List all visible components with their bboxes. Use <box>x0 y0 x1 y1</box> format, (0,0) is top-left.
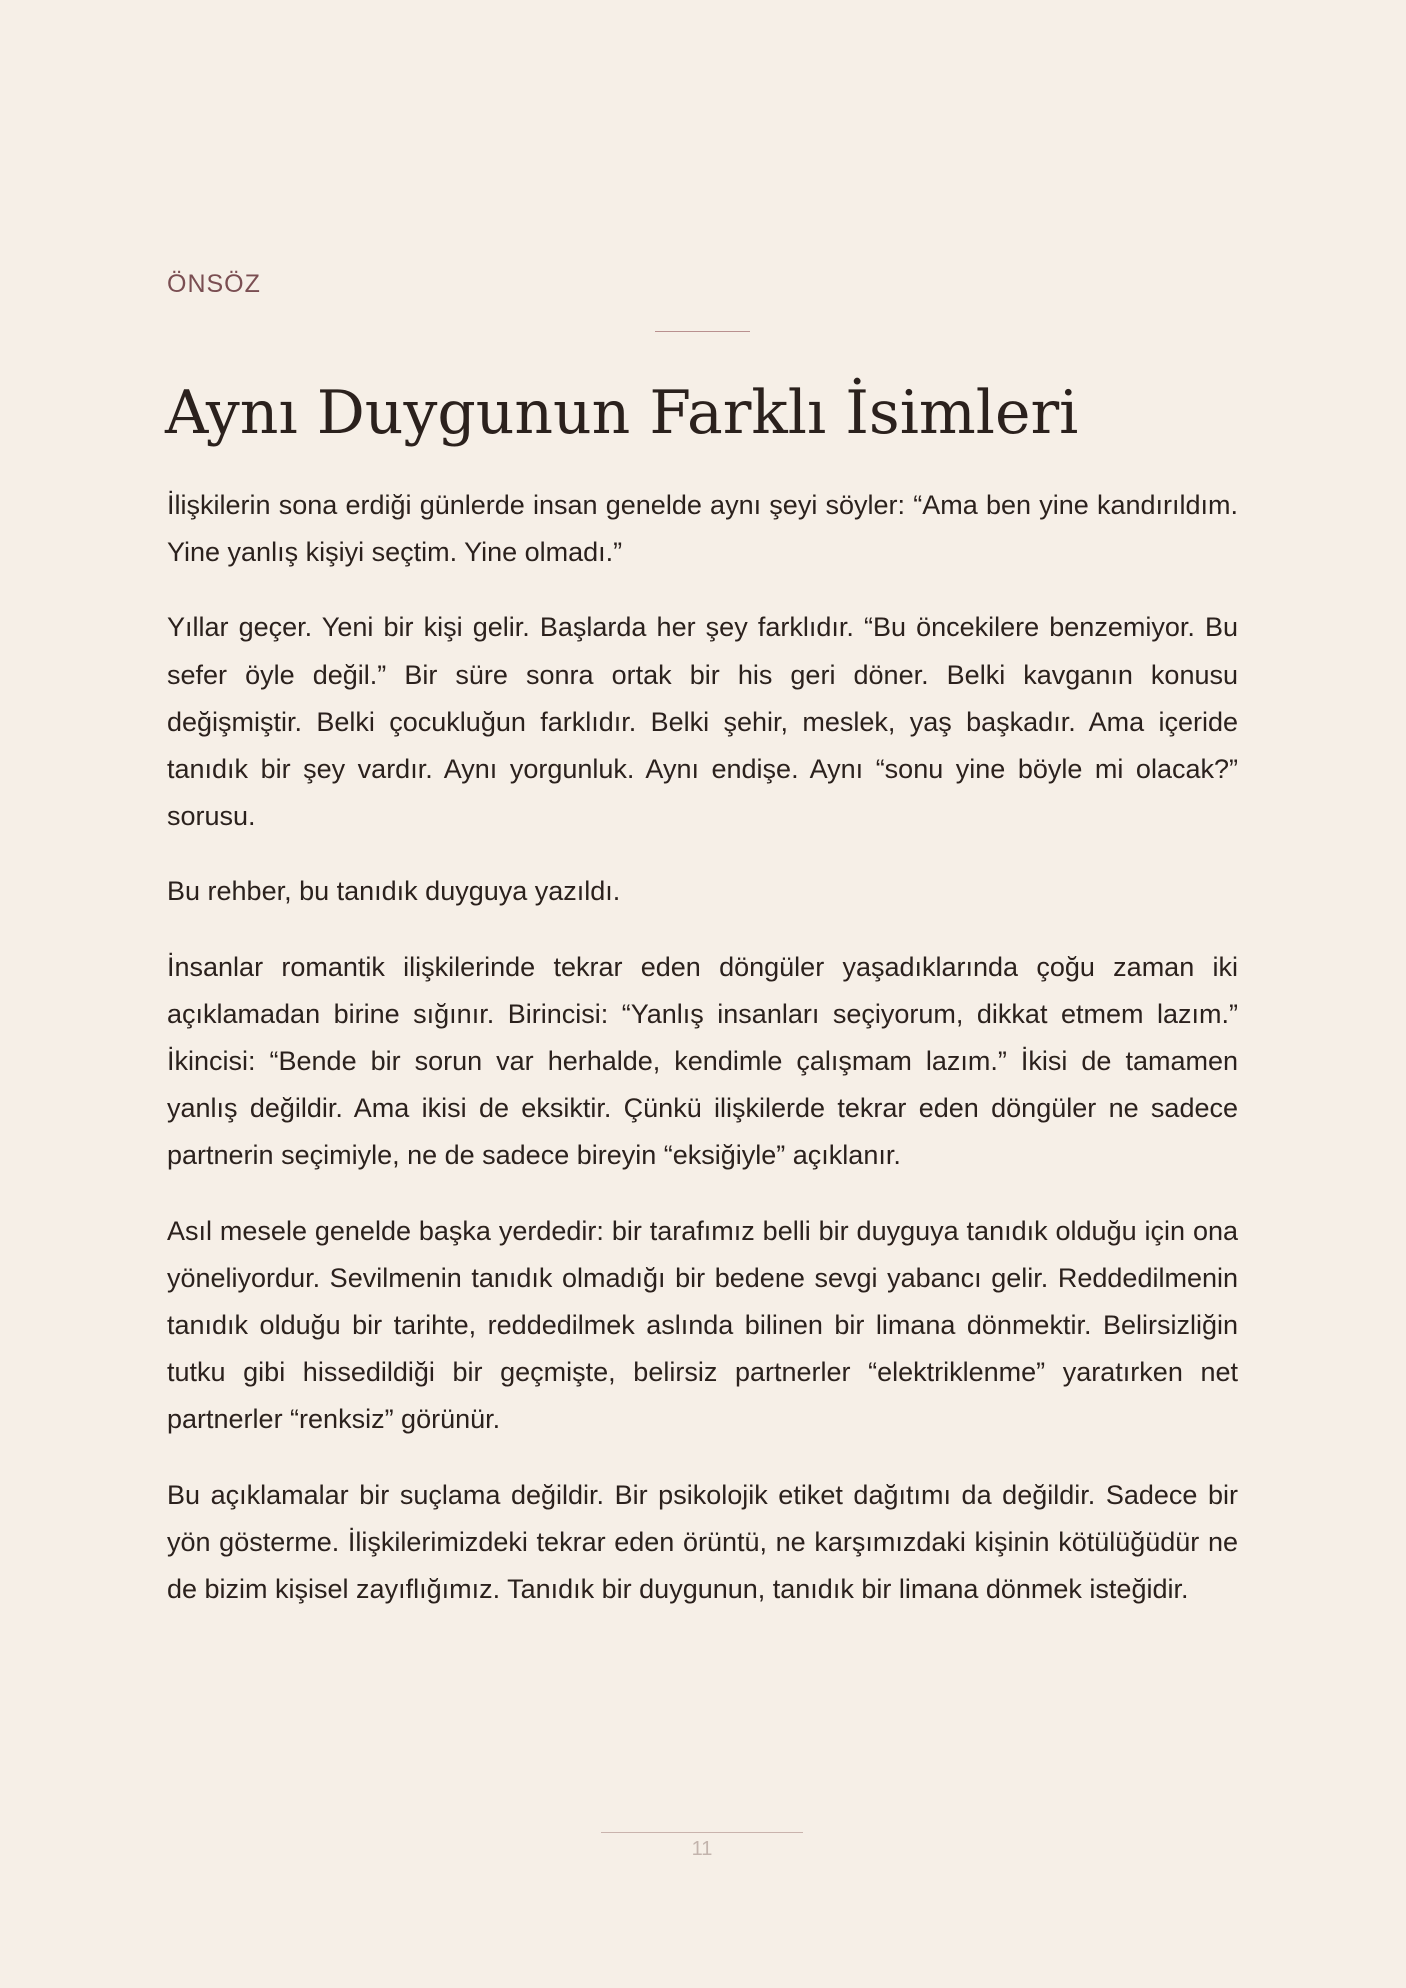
section-label: ÖNSÖZ <box>167 270 261 298</box>
chapter-title: Aynı Duygunun Farklı İsimleri <box>165 378 1079 448</box>
paragraph: İlişkilerin sona erdiği günlerde insan genelde aynı şeyi söyler: “Ama ben yine kandırıldım. Yine yanlış kişiyi seçtim. Yine olmadı.” <box>167 490 1238 568</box>
paragraph: Bu rehber, bu tanıdık duyguya yazıldı. <box>167 876 621 907</box>
paragraph: Bu açıklamalar bir suçlama değildir. Bir psikolojik etiket dağıtımı da değildir. Sadece bir yön gösterme. İlişkilerimizdeki tekrar eden örüntü, ne karşımızdaki kişinin kötülüğüdür ne de bizim kişisel zayıflığımız. Tanıdık bir duygunun, tanıdık bir limana dönmek isteğidir. <box>167 1479 1238 1605</box>
footer-divider <box>601 1832 803 1833</box>
paragraph: Yıllar geçer. Yeni bir kişi gelir. Başlarda her şey farklıdır. “Bu öncekilere benzemiyor. Bu sefer öyle değil.” Bir süre sonra ortak bir his geri döner. Belki kavganın konusu değişmiştir. Belki çocukluğun farklıdır. Belki şehir, meslek, yaş başkadır. Ama içeride tanıdık bir şey vardır. Aynı yorgunluk. Aynı endişe. Aynı “sonu yine böyle mi olacak?” sorusu. <box>167 612 1238 832</box>
title-divider <box>655 331 750 332</box>
paragraph: Asıl mesele genelde başka yerdedir: bir tarafımız belli bir duyguya tanıdık olduğu için ona yöneliyordur. Sevilmenin tanıdık olmadığı bir bedene sevgi yabancı gelir. Reddedilmenin tanıdık olduğu bir tarihte, reddedilmek aslında bilinen bir limana dönmektir. Belirsizliğin tutku gibi hissedildiği bir geçmişte, belirsiz partnerler “elektriklenme” yaratırken net partnerler “renksiz” görünür. <box>167 1215 1238 1435</box>
paragraph: İnsanlar romantik ilişkilerinde tekrar eden döngüler yaşadıklarında çoğu zaman iki açıklamadan birine sığınır. Birincisi: “Yanlış insanları seçiyorum, dikkat etmem lazım.” İkincisi: “Bende bir sorun var herhalde, kendimle çalışmam lazım.” İkisi de tamamen yanlış değildir. Ama ikisi de eksiktir. Çünkü ilişkilerde tekrar eden döngüler ne sadece partnerin seçimiyle, ne de sadece bireyin “eksiğiyle” açıklanır. <box>167 951 1238 1171</box>
chapter-body <box>167 482 1238 1641</box>
page-number: 11 <box>691 1838 713 1860</box>
book-page <box>167 0 1238 1988</box>
